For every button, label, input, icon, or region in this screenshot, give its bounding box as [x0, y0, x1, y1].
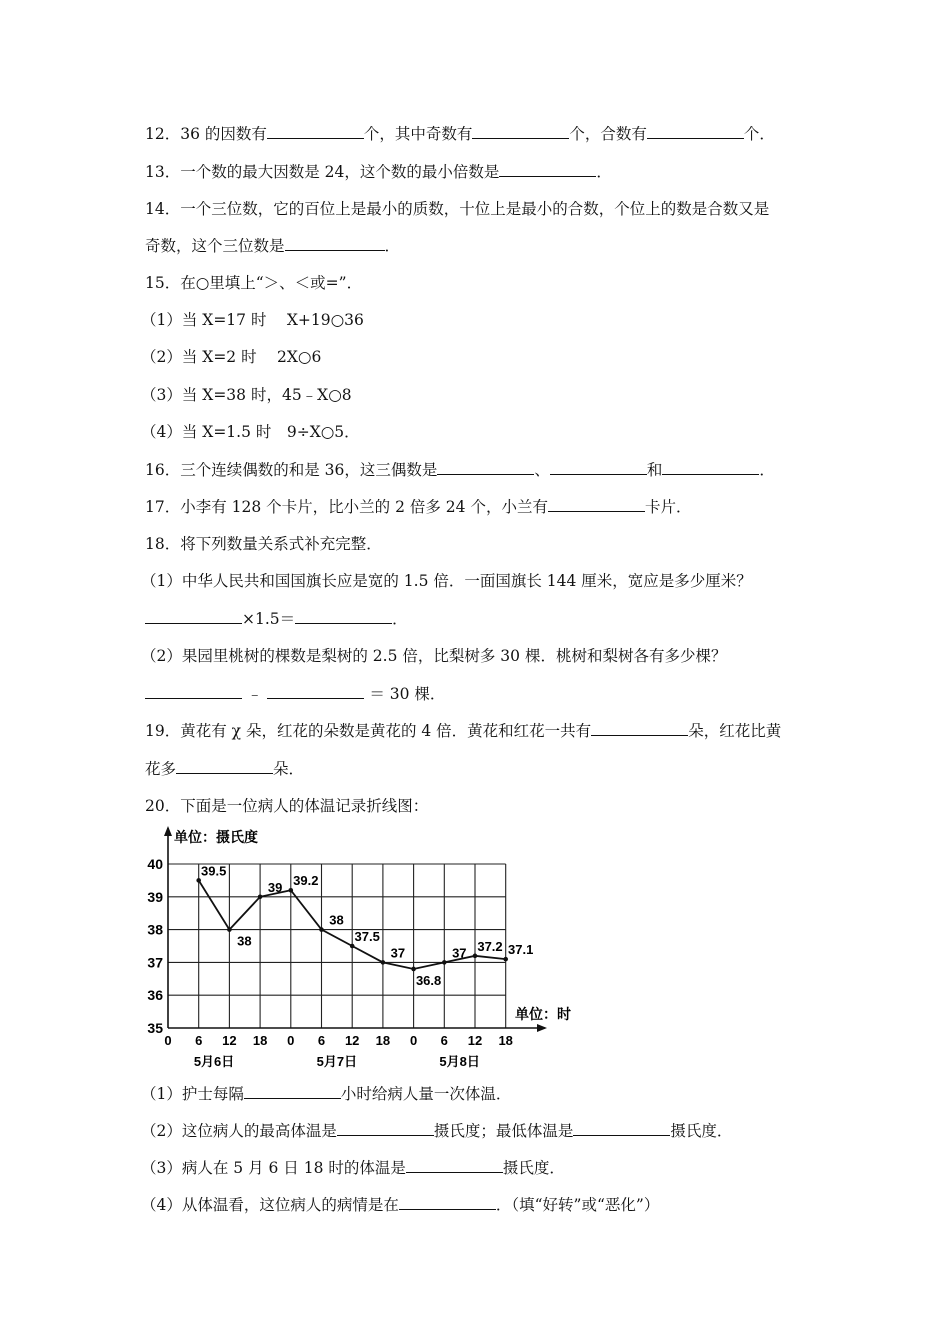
q16-blank-1: [437, 459, 534, 475]
x-axis-unit-label: 单位：时: [515, 1006, 571, 1022]
x-tick-label: 0: [287, 1033, 295, 1048]
x-tick-label: 0: [164, 1033, 172, 1048]
q20-s1-text-a: （1）护士每隔: [141, 1085, 244, 1103]
q14-blank: [285, 235, 385, 251]
question-18-title: 18．将下列数量关系式补充完整．: [145, 535, 382, 553]
q14-text-b: ．: [384, 237, 401, 255]
q18-p1-blank-2: [295, 608, 392, 624]
data-point: [196, 878, 201, 883]
q20-s2-blank-1: [337, 1120, 434, 1136]
y-tick-label: 35: [147, 1020, 163, 1036]
y-tick-label: 38: [147, 921, 163, 938]
q14-text-a: 奇数，这个三位数是: [145, 237, 285, 255]
question-15-title: 15．在○里填上“＞、＜或=”．: [145, 274, 363, 292]
data-label: 37.5: [354, 929, 380, 944]
q13-blank: [499, 161, 596, 177]
data-label: 39.5: [201, 863, 227, 879]
q20-sub-2: [141, 1120, 732, 1142]
x-tick-label: 18: [252, 1033, 268, 1048]
q13-text-b: ．: [596, 163, 612, 181]
y-tick-label: 37: [147, 954, 163, 971]
q20-s3-text-b: 摄氏度．: [502, 1159, 565, 1177]
q15-item-2: （2）当 X=2 时 2X○6: [141, 348, 322, 366]
q18-part-2: （2）果园里桃树的棵数是梨树的 2.5 倍，比梨树多 30 棵．桃树和梨树各有多少棵？: [141, 647, 727, 665]
x-tick-label: 6: [195, 1033, 203, 1048]
x-tick-label: 6: [317, 1033, 326, 1048]
data-point: [319, 927, 324, 932]
q17-blank: [548, 496, 645, 512]
question-16: [145, 459, 775, 481]
q20-s2-text-a: （2）这位病人的最高体温是: [141, 1122, 337, 1140]
q12-blank-2: [472, 123, 569, 139]
question-14-line-1: 14．一个三位数，它的百位上是最小的质数，十位上是最小的合数，个位上的数是合数又是: [145, 200, 770, 218]
x-tick-label: 12: [222, 1033, 237, 1048]
q13-text-a: 13．一个数的最大因数是 24，这个数的最小倍数是: [145, 163, 500, 181]
q20-s1-blank: [244, 1083, 341, 1099]
q20-s4-text-a: （4）从体温看，这位病人的病情是在: [141, 1196, 399, 1214]
data-point: [381, 960, 386, 965]
data-point: [442, 960, 447, 965]
question-14-line-2: [145, 235, 400, 257]
question-20-title: 20．下面是一位病人的体温记录折线图：: [145, 797, 429, 815]
q17-text-a: 17．小李有 128 个卡片，比小兰的 2 倍多 24 个，小兰有: [145, 498, 548, 516]
question-13: [145, 161, 612, 183]
q19-blank-1: [591, 720, 688, 736]
data-point: [227, 927, 232, 932]
y-axis-arrow: [164, 826, 172, 836]
q18-part-1-formula: [145, 608, 408, 630]
data-label: 37.1: [508, 942, 534, 958]
data-point: [411, 967, 416, 972]
q16-blank-2: [550, 459, 647, 475]
data-label: 39: [267, 879, 283, 895]
q20-sub-1: [141, 1083, 511, 1105]
data-label: 38: [237, 933, 252, 949]
q20-s3-blank: [406, 1157, 503, 1173]
data-point: [289, 888, 294, 893]
day-label: 5月6日: [193, 1054, 235, 1069]
data-label: 37.2: [477, 938, 503, 954]
q17-text-b: 卡片．: [644, 498, 692, 516]
q16-text-b: 、: [534, 461, 550, 479]
q12-blank-3: [647, 123, 744, 139]
question-19-line-2: [145, 758, 304, 780]
x-tick-label: 0: [409, 1033, 418, 1048]
data-point: [350, 944, 355, 949]
q19-text-b: 朵，红花比黄: [688, 722, 782, 740]
q20-s2-blank-2: [573, 1120, 670, 1136]
q19-text-a: 19．黄花有 χ 朵，红花的朵数是黄花的 4 倍．黄花和红花一共有: [145, 722, 592, 740]
day-label: 5月7日: [316, 1054, 358, 1069]
data-label: 36.8: [415, 972, 442, 988]
q15-item-4: （4）当 X=1.5 时 9÷X○5．: [141, 423, 360, 441]
data-point: [258, 895, 263, 900]
q19-text-c: 花多: [145, 760, 177, 778]
y-tick-label: 39: [147, 888, 163, 905]
q20-s1-text-b: 小时给病人量一次体温．: [340, 1085, 512, 1103]
q18-p2-blank-1: [145, 683, 242, 699]
x-tick-label: 6: [440, 1033, 448, 1048]
data-label: 39.2: [293, 873, 319, 889]
x-tick-label: 18: [375, 1033, 391, 1048]
q12-text-b: 个，其中奇数有: [363, 125, 473, 143]
y-tick-label: 36: [147, 987, 163, 1004]
q20-s2-text-c: 摄氏度．: [670, 1122, 733, 1140]
x-tick-label: 18: [498, 1033, 513, 1048]
x-tick-label: 12: [344, 1033, 360, 1048]
question-19-line-1: [145, 720, 781, 742]
y-axis-unit-label: 单位：摄氏度: [174, 829, 258, 845]
q18-p2-blank-2: [267, 683, 364, 699]
q16-text-c: 和: [646, 461, 663, 479]
q15-item-3: （3）当 X=38 时，45﹣X○8: [141, 386, 352, 404]
q15-item-1: （1）当 X=17 时 X+19○36: [141, 311, 364, 329]
day-label: 5月8日: [439, 1054, 480, 1069]
temperature-chart: [140, 822, 590, 1072]
data-point: [503, 957, 508, 962]
q20-sub-4: [141, 1194, 659, 1216]
data-label: 37: [452, 945, 467, 961]
q20-s3-text-a: （3）病人在 5 月 6 日 18 时的体温是: [141, 1159, 406, 1177]
y-tick-label: 40: [147, 856, 163, 872]
question-12: [145, 123, 775, 145]
q12-text-d: 个．: [743, 125, 775, 143]
q16-text-a: 16．三个连续偶数的和是 36，这三偶数是: [145, 461, 438, 479]
q20-s2-text-b: 摄氏度；最低体温是: [433, 1122, 574, 1140]
q18-part-1: （1）中华人民共和国国旗长应是宽的 1.5 倍．一面国旗长 144 厘米，宽应是多少厘米？: [141, 572, 752, 590]
q20-sub-3: [141, 1157, 565, 1179]
q18-p1-end: ．: [392, 610, 408, 628]
q12-blank-1: [267, 123, 364, 139]
q18-p1-blank-1: [145, 608, 242, 624]
q12-text-c: 个，合数有: [569, 125, 647, 143]
temperature-line-chart: [140, 822, 590, 1072]
q18-p2-end: ＝ 30 棵．: [369, 685, 446, 703]
question-17: [145, 496, 691, 518]
x-tick-label: 12: [467, 1033, 483, 1048]
q19-text-d: 朵．: [273, 760, 305, 778]
q16-text-d: ．: [759, 461, 775, 479]
q20-s4-blank: [399, 1194, 496, 1210]
data-point: [473, 954, 478, 959]
q18-p2-mid: ﹣: [246, 685, 263, 703]
q18-part-2-formula: [145, 683, 445, 705]
q19-blank-2: [176, 758, 273, 774]
x-axis-arrow: [537, 1024, 547, 1032]
q16-blank-3: [662, 459, 759, 475]
q12-text-a: 12．36 的因数有: [145, 125, 267, 143]
q18-p1-mid: ×1.5＝: [242, 610, 296, 628]
q20-s4-text-b: ．（填“好转”或“恶化”）: [495, 1196, 660, 1214]
data-label: 37: [390, 945, 406, 961]
data-label: 38: [329, 912, 344, 928]
